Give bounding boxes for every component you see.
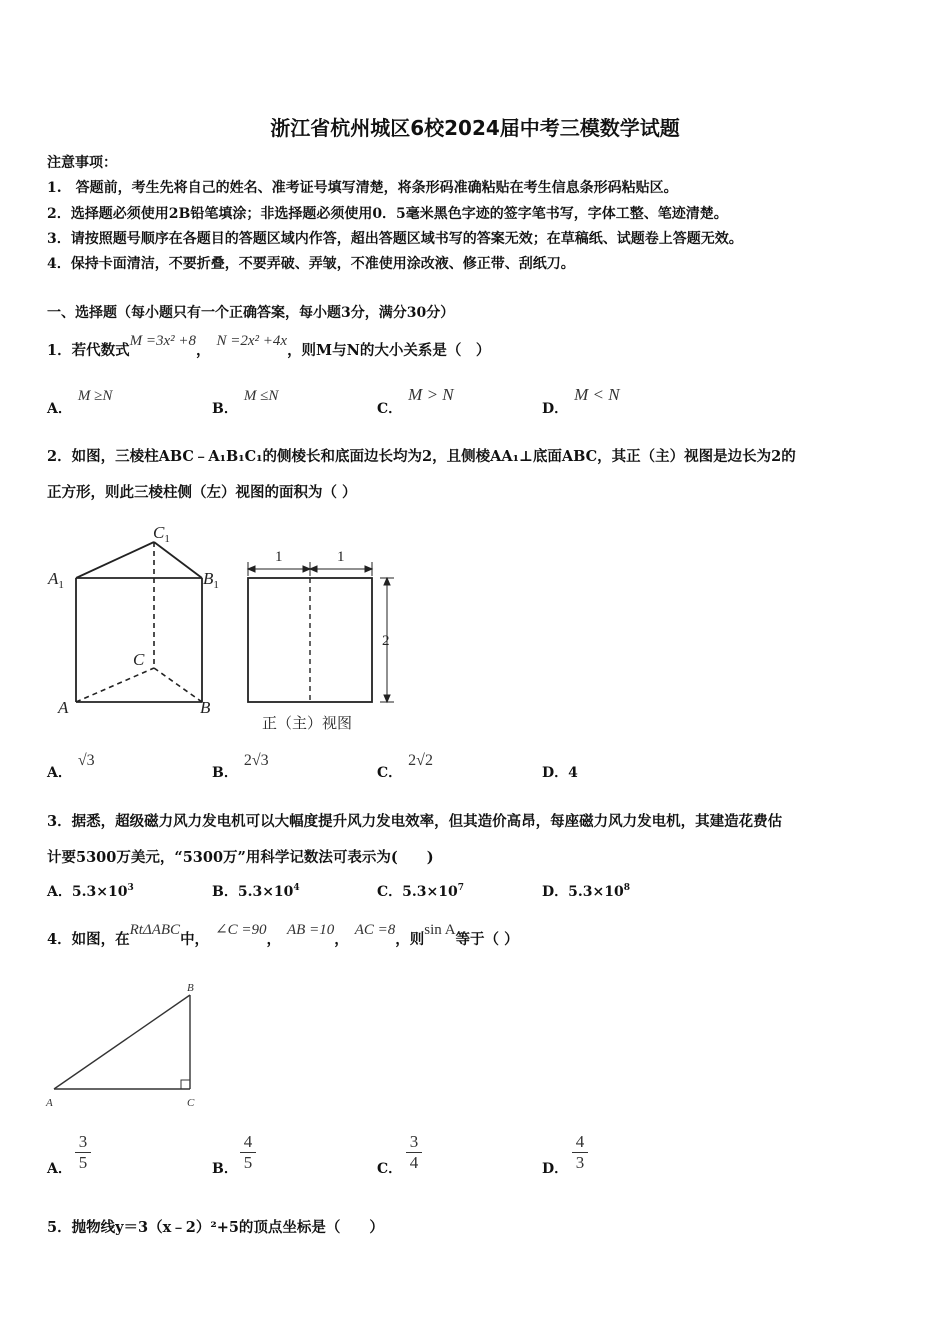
question-3-line2: 计要5300万美元，“5300万”用科学记数法可表示为( ) [47, 849, 434, 866]
q4-expr-ac: AC =8 [354, 922, 396, 938]
label-c: C [133, 650, 145, 669]
q4-text: ， [334, 931, 349, 948]
option-label: D． [542, 401, 569, 417]
q3-option-b[interactable] [212, 881, 300, 901]
option-math: 2√3 [243, 752, 269, 769]
label-a: A [58, 698, 69, 717]
notice-item-2: 2．选择题必须使用2B铅笔填涂；非选择题必须使用0．5毫米黑色字迹的签字笔书写，字体工整、笔迹清楚。 [47, 206, 728, 222]
label-a1: $A_1$ [48, 569, 64, 591]
q1-expr-n: N =2x² +4x [216, 333, 288, 349]
q4-option-b-label[interactable]: B． [212, 1161, 238, 1177]
option-exponent: 8 [623, 883, 630, 893]
option-math: M ≥N [77, 388, 113, 404]
option-base: 5.3×10 [71, 884, 128, 900]
q3-option-c[interactable] [377, 881, 464, 901]
option-label: A． [47, 884, 72, 900]
option-math: M ≤N [243, 388, 279, 404]
option-exponent: 7 [457, 883, 464, 893]
arrow-icon [384, 578, 390, 585]
q1-expr-m: M =3x² +8 [129, 333, 196, 349]
q1-option-c[interactable] [377, 385, 454, 418]
q4-expr-ab: AB =10 [287, 922, 335, 938]
q4-expr-angle: ∠C =90 [215, 922, 267, 938]
q1-prefix: 1．若代数式 [47, 342, 130, 359]
q1-option-d[interactable] [542, 385, 620, 418]
label-b1: $B_1$ [203, 569, 219, 591]
question-4 [47, 922, 519, 949]
q4-prefix: 4．如图，在 [47, 931, 130, 948]
option-math: M > N [408, 385, 454, 404]
option-exponent: 4 [293, 883, 300, 893]
option-label: A． [47, 401, 72, 417]
label-b: B [187, 982, 194, 994]
q4-option-b-fraction [238, 1132, 258, 1173]
option-label: C． [377, 884, 403, 900]
section-heading: 一、选择题（每小题只有一个正确答案，每小题3分，满分30分） [47, 305, 455, 321]
denominator: 5 [243, 1153, 253, 1172]
option-label: A． [47, 765, 72, 781]
q4-option-c-fraction [404, 1132, 424, 1173]
denominator: 4 [409, 1153, 419, 1172]
denominator: 5 [78, 1153, 88, 1172]
arrow-icon [310, 566, 317, 572]
notice-item-4: 4．保持卡面清洁，不要折叠，不要弄破、弄皱，不准使用涂改液、修正带、刮纸刀。 [47, 256, 575, 272]
front-view-caption: 正（主）视图 [262, 716, 353, 732]
option-label: B． [212, 765, 238, 781]
dim-label-side: 2 [382, 633, 390, 649]
right-angle-mark [181, 1080, 190, 1089]
numerator: 3 [78, 1132, 88, 1151]
edge-c1b1 [154, 542, 202, 578]
q1-suffix: ，则M与N的大小关系是（ ） [287, 342, 491, 359]
edge-ac-hidden [76, 668, 154, 702]
q1-option-a[interactable] [47, 388, 113, 418]
option-label: D． [542, 884, 569, 900]
dim-label-left: 1 [275, 549, 283, 565]
q4-suffix: 等于（ ） [455, 931, 519, 948]
option-math: √3 [77, 752, 95, 769]
q4-option-a-fraction [73, 1132, 93, 1173]
q4-expr-triangle: RtΔABC [129, 922, 181, 938]
option-base: 5.3×10 [402, 884, 458, 900]
q1-sep: ， [196, 342, 211, 359]
option-value: 4 [568, 765, 578, 781]
option-label: B． [212, 401, 238, 417]
edge-a1c1 [76, 542, 154, 578]
arrow-icon [248, 566, 255, 572]
option-math: 2√2 [408, 752, 433, 769]
question-2-line1: 2．如图，三棱柱ABC﹣A₁B₁C₁的侧棱长和底面边长均为2，且侧棱AA₁⊥底面ABC，其正（主）视图是边长为2的 [47, 448, 796, 465]
q4-option-d-fraction [570, 1132, 590, 1173]
option-math: M < N [574, 385, 620, 404]
option-label: C． [377, 401, 403, 417]
arrow-icon [365, 566, 372, 572]
numerator: 4 [243, 1132, 253, 1151]
q4-text: ，则 [395, 931, 425, 948]
question-3-line1: 3．据悉，超级磁力风力发电机可以大幅度提升风力发电效率，但其造价高昂，每座磁力风力发电机，其建造花费估 [47, 813, 783, 830]
prism-figure [40, 520, 240, 720]
option-label: B． [212, 884, 238, 900]
q2-option-b[interactable] [212, 752, 269, 782]
q4-expr-sin: sin A [424, 922, 456, 938]
page-title: 浙江省杭州城区6校2024届中考三模数学试题 [270, 116, 680, 140]
front-view-figure [240, 540, 410, 740]
option-base: 5.3×10 [237, 884, 294, 900]
denominator: 3 [575, 1153, 585, 1172]
q4-option-d-label[interactable]: D． [542, 1161, 569, 1177]
notice-item-1: 1. 答题前，考生先将自己的姓名、准考证号填写清楚，将条形码准确粘贴在考生信息条形码粘贴区。 [47, 180, 678, 196]
q3-option-a[interactable] [47, 881, 134, 901]
dim-label-right: 1 [337, 549, 345, 565]
triangle-figure [40, 975, 210, 1115]
numerator: 4 [575, 1132, 585, 1151]
q4-text: 中， [180, 931, 210, 948]
label-a: A [46, 1097, 53, 1109]
q4-option-c-label[interactable]: C． [377, 1161, 403, 1177]
numerator: 3 [409, 1132, 419, 1151]
q3-option-d[interactable] [542, 881, 630, 901]
label-b: B [200, 698, 211, 717]
q2-option-d[interactable] [542, 762, 578, 782]
q4-text: ， [266, 931, 282, 948]
label-c: C [187, 1097, 195, 1109]
question-1 [47, 333, 491, 360]
q2-option-c[interactable] [377, 752, 433, 782]
option-exponent: 3 [127, 883, 134, 893]
option-label: D． [542, 765, 569, 781]
side-ab [54, 995, 190, 1089]
q2-option-a[interactable] [47, 752, 95, 782]
notice-item-3: 3．请按照题号顺序在各题目的答题区域内作答，超出答题区域书写的答案无效；在草稿纸、试题卷上答题无效。 [47, 231, 743, 247]
option-label: C． [377, 765, 403, 781]
notice-heading: 注意事项： [47, 155, 117, 171]
q1-option-b[interactable] [212, 388, 279, 418]
arrow-icon [384, 695, 390, 702]
label-c1: $C_1$ [153, 523, 170, 545]
q4-option-a-label[interactable]: A． [47, 1161, 72, 1177]
question-5: 5．抛物线y＝3（x﹣2）²+5的顶点坐标是（ ） [47, 1219, 384, 1236]
option-base: 5.3×10 [568, 884, 624, 900]
question-2-line2: 正方形，则此三棱柱侧（左）视图的面积为（ ） [47, 484, 357, 501]
edge-cb-hidden [154, 668, 202, 702]
